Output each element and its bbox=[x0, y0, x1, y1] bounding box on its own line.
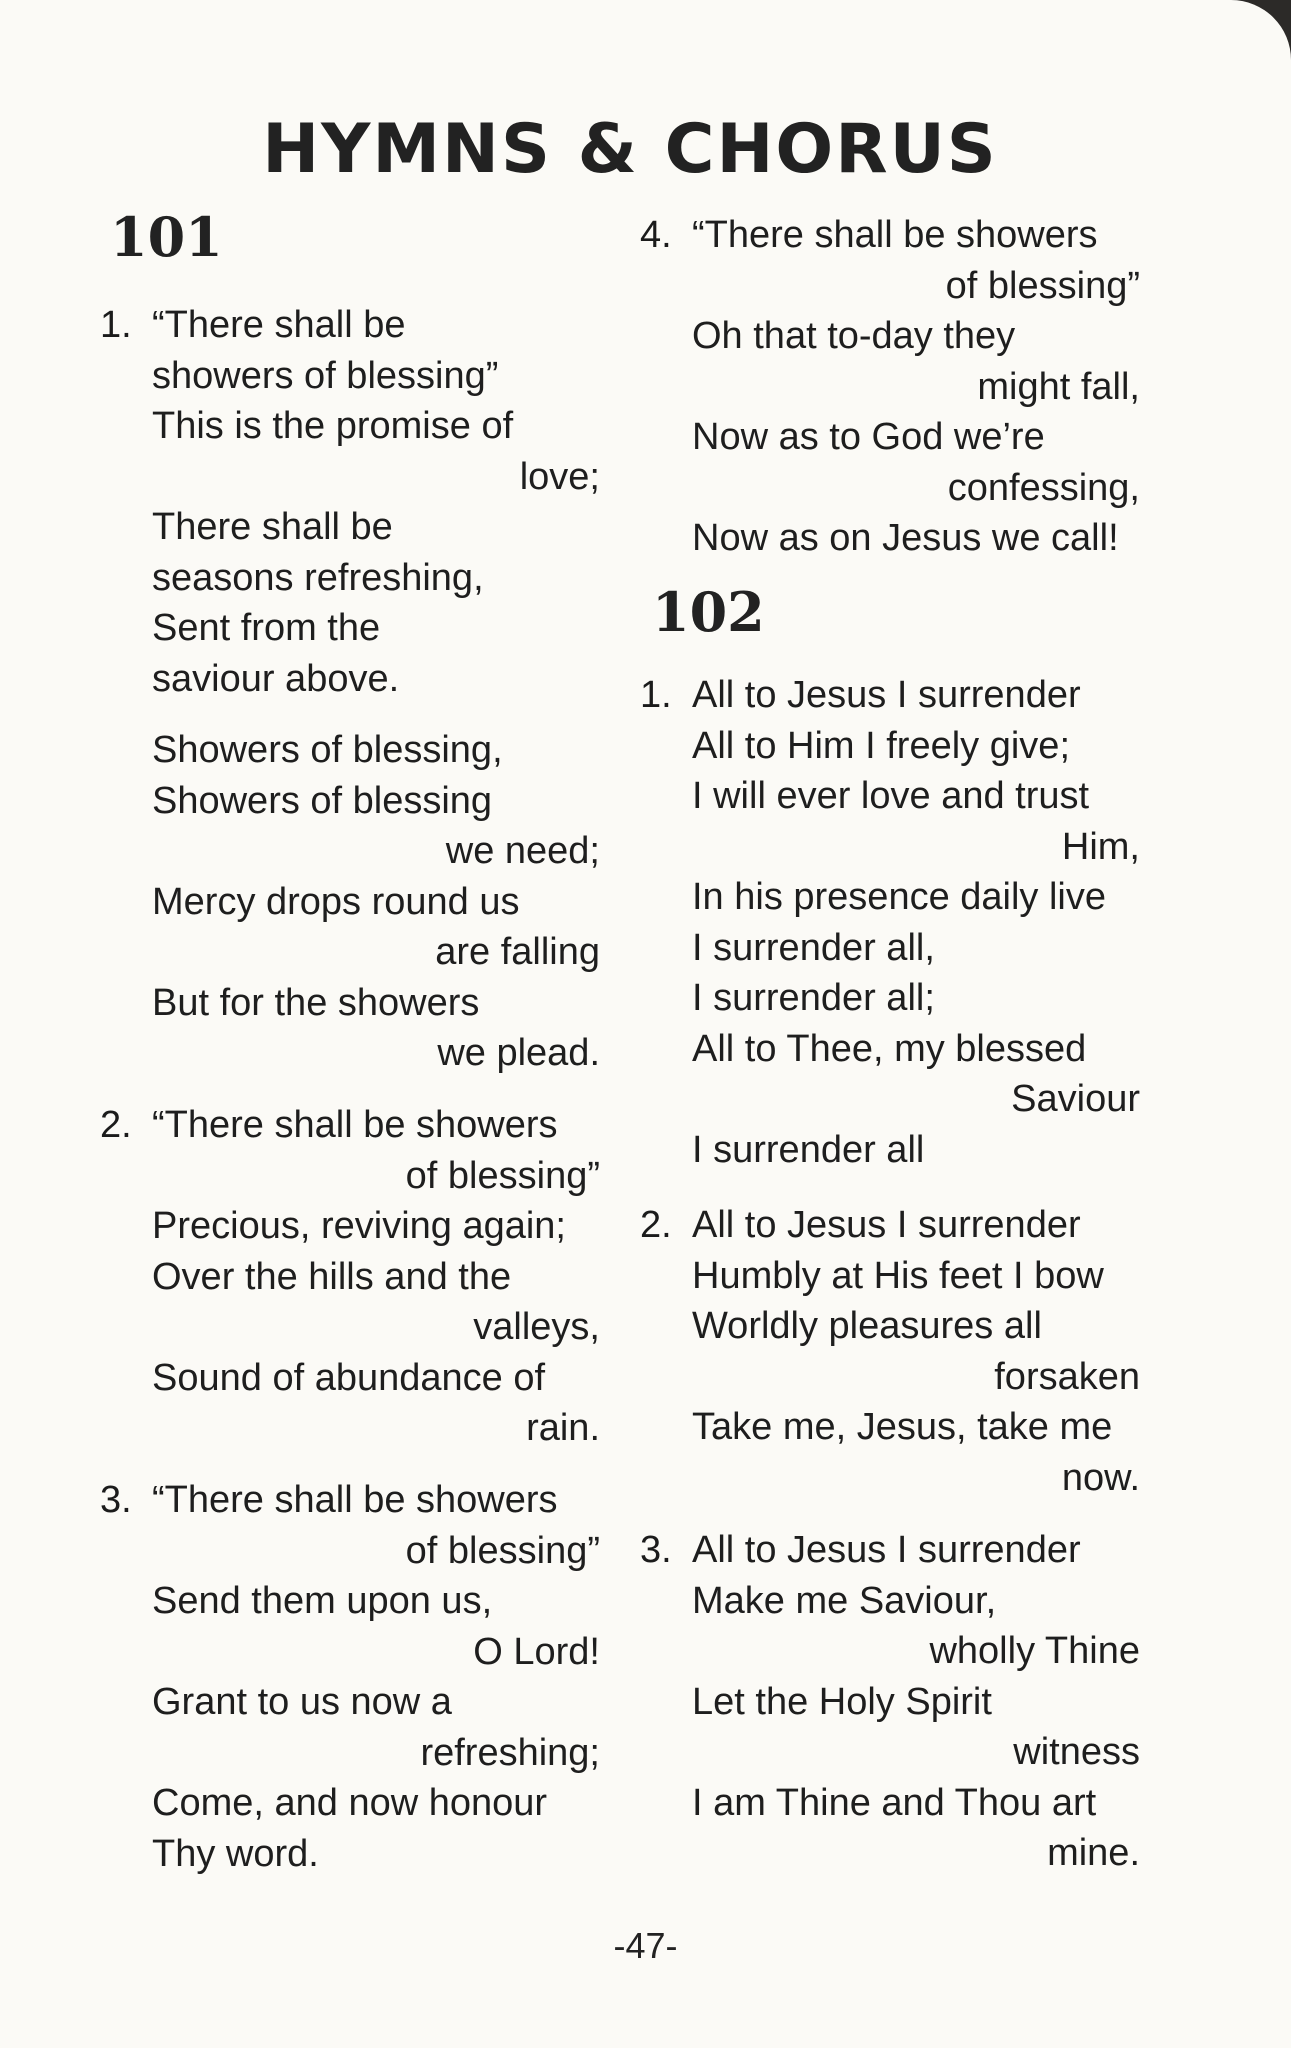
lyric-line: All to Him I freely give; bbox=[692, 724, 1070, 767]
lyric-line: confessing, bbox=[947, 466, 1140, 509]
page-number: -47- bbox=[613, 1925, 678, 1966]
lyric-line: Grant to us now a bbox=[152, 1681, 452, 1723]
lyric-line: This is the promise of bbox=[152, 405, 514, 447]
lyric-line: Sent from the bbox=[152, 607, 381, 649]
lyric-line: showers of blessing” bbox=[152, 354, 499, 397]
lyric-line: saviour above. bbox=[152, 657, 400, 700]
lyric-line: All to Jesus I surrender bbox=[692, 1529, 1081, 1571]
lyric-line: Showers of blessing, bbox=[152, 729, 503, 771]
verse-number: 4. bbox=[640, 214, 672, 256]
verse-number: 3. bbox=[640, 1529, 672, 1571]
lyric-line: But for the showers bbox=[152, 981, 480, 1024]
hymn-number: 102 bbox=[652, 580, 765, 644]
lyric-line: love; bbox=[519, 455, 600, 498]
verse-lines bbox=[692, 670, 1140, 1175]
lyric-line: might fall, bbox=[977, 365, 1140, 408]
lyric-line: “There shall be showers bbox=[692, 214, 1098, 256]
hymn-number: 101 bbox=[110, 205, 223, 269]
lyric-line: are falling bbox=[435, 931, 600, 973]
verse-number: 1. bbox=[640, 674, 672, 716]
verse-lines bbox=[152, 300, 600, 704]
verse-lines bbox=[152, 1100, 600, 1454]
lyric-line: Make me Saviour, bbox=[692, 1579, 997, 1622]
lyric-line: of blessing” bbox=[405, 1529, 600, 1572]
lyric-line: I surrender all, bbox=[692, 926, 935, 969]
lyric-line: Precious, reviving again; bbox=[152, 1205, 566, 1247]
lyric-line: we need; bbox=[445, 830, 600, 872]
lyric-line: we plead. bbox=[437, 1032, 600, 1074]
lyric-line: In his presence daily live bbox=[692, 876, 1106, 918]
lyric-line: Oh that to-day they bbox=[692, 315, 1016, 357]
lyric-line: O Lord! bbox=[473, 1630, 600, 1673]
lyric-line: All to Thee, my blessed bbox=[692, 1027, 1087, 1070]
verse-number: 2. bbox=[640, 1204, 672, 1246]
lyric-line: Sound of abundance of bbox=[152, 1356, 546, 1399]
lyric-line: Now as on Jesus we call! bbox=[692, 517, 1119, 559]
lyric-line: Mercy drops round us bbox=[152, 880, 520, 923]
lyric-line: I surrender all; bbox=[692, 977, 935, 1019]
lyric-line: Let the Holy Spirit bbox=[692, 1680, 992, 1723]
lyric-line: refreshing; bbox=[420, 1731, 600, 1774]
lyric-line: seasons refreshing, bbox=[152, 556, 484, 599]
lyric-line: Showers of blessing bbox=[152, 779, 493, 822]
lyric-line: mine. bbox=[1047, 1832, 1140, 1874]
lyric-line: Worldly pleasures all bbox=[692, 1305, 1042, 1347]
verse-lines bbox=[692, 1200, 1140, 1503]
lyric-line: All to Jesus I surrender bbox=[692, 674, 1081, 716]
lyric-line: rain. bbox=[526, 1407, 600, 1449]
lyric-line: wholly Thine bbox=[929, 1630, 1140, 1672]
lyric-line: “There shall be showers bbox=[152, 1479, 558, 1521]
verse-lines bbox=[152, 1475, 600, 1879]
verse-lines bbox=[692, 210, 1140, 564]
verse-number: 3. bbox=[100, 1479, 132, 1521]
page-title: HYMNS & CHORUS bbox=[262, 110, 998, 189]
lyric-line: Thy word. bbox=[152, 1832, 319, 1875]
verse-lines bbox=[692, 1525, 1140, 1879]
lyric-line: Take me, Jesus, take me bbox=[692, 1406, 1113, 1448]
lyric-line: Saviour bbox=[1011, 1078, 1140, 1120]
lyric-line: of blessing” bbox=[945, 264, 1140, 307]
lyric-line: valleys, bbox=[473, 1306, 600, 1348]
lyric-line: witness bbox=[1013, 1731, 1140, 1773]
lyric-line: I surrender all bbox=[692, 1128, 925, 1171]
lyric-line: Now as to God we’re bbox=[692, 416, 1045, 458]
lyric-line: Him, bbox=[1061, 825, 1140, 868]
lyric-line: I am Thine and Thou art bbox=[692, 1781, 1097, 1824]
lyric-line: I will ever love and trust bbox=[692, 775, 1090, 817]
lyric-line: of blessing” bbox=[405, 1154, 600, 1197]
lyric-line: Come, and now honour bbox=[152, 1782, 548, 1824]
lyric-line: All to Jesus I surrender bbox=[692, 1204, 1081, 1246]
lyric-line: forsaken bbox=[994, 1355, 1140, 1398]
verse-lines bbox=[152, 725, 600, 1079]
lyric-line: “There shall be bbox=[152, 304, 406, 346]
lyric-line: Over the hills and the bbox=[152, 1255, 512, 1298]
lyric-line: now. bbox=[1061, 1456, 1140, 1499]
lyric-line: “There shall be showers bbox=[152, 1104, 558, 1146]
lyric-line: Send them upon us, bbox=[152, 1580, 493, 1622]
verse-number: 1. bbox=[100, 304, 132, 346]
lyric-line: Humbly at His feet I bow bbox=[692, 1254, 1104, 1297]
lyric-line: There shall be bbox=[152, 506, 393, 548]
verse-number: 2. bbox=[100, 1104, 132, 1146]
